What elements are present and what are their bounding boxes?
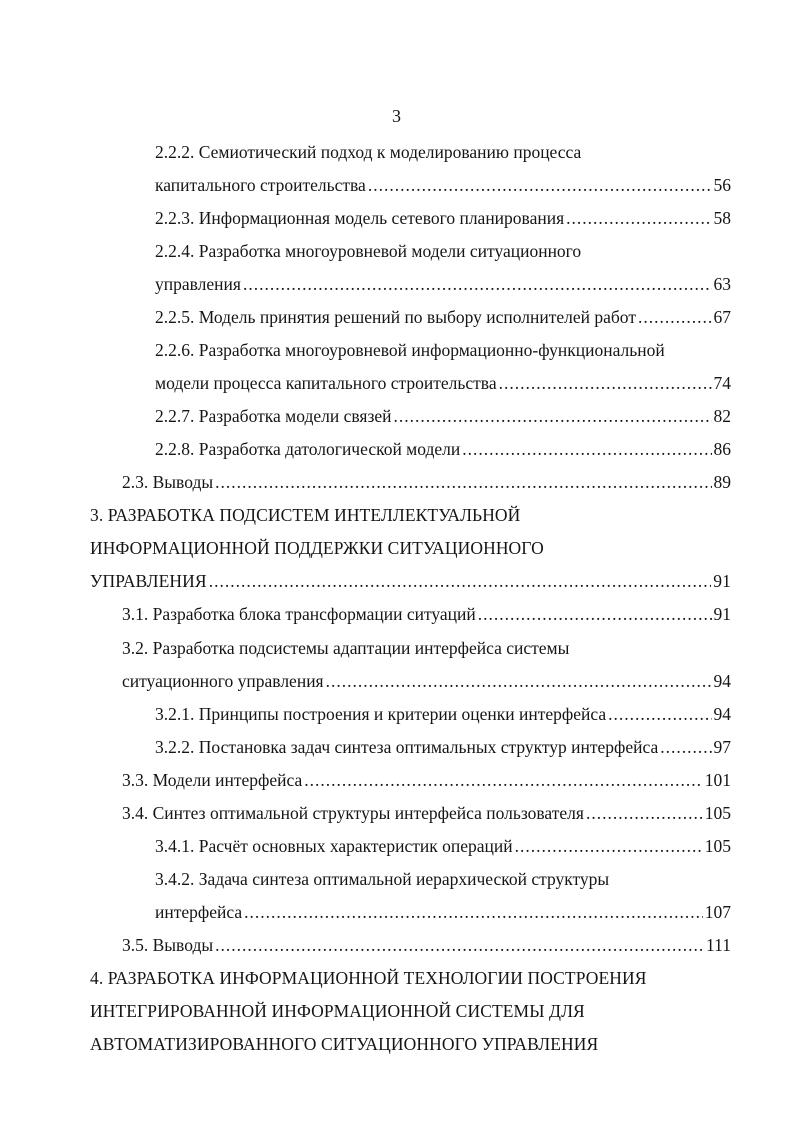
dot-leader bbox=[660, 733, 711, 761]
dot-leader bbox=[462, 435, 711, 463]
toc-entry-3-4 bbox=[122, 799, 731, 827]
toc-entry-title: интерфейса bbox=[155, 902, 243, 922]
dot-leader bbox=[326, 667, 712, 695]
toc-page-number: 91 bbox=[713, 571, 731, 591]
toc-entry-3-4-1 bbox=[155, 832, 731, 860]
toc-entry-3-2-2 bbox=[155, 733, 731, 761]
toc-entry-2-2-3 bbox=[155, 204, 731, 232]
toc-page-number: 107 bbox=[704, 902, 731, 922]
toc-page-number: 101 bbox=[704, 770, 731, 790]
toc-page-number: 105 bbox=[704, 836, 731, 856]
toc-page-number: 86 bbox=[713, 439, 731, 459]
toc-entry-title: 3.5. Выводы bbox=[122, 935, 214, 955]
dot-leader bbox=[638, 303, 712, 331]
toc-entry-title: 3.2.2. Постановка задач синтеза оптимальных структур интерфейса bbox=[155, 737, 659, 757]
toc-entry-title: 2.3. Выводы bbox=[122, 472, 214, 492]
dot-leader bbox=[215, 931, 704, 959]
toc-page-number: 67 bbox=[713, 307, 731, 327]
toc-chapter-3 bbox=[90, 567, 731, 595]
toc-page-number: 82 bbox=[713, 406, 731, 426]
dot-leader bbox=[368, 171, 712, 199]
toc-entry-2-2-2-line1: 2.2.2. Семиотический подход к моделированию процесса bbox=[155, 142, 582, 162]
dot-leader bbox=[566, 204, 711, 232]
toc-entry-title: 2.2.7. Разработка модели связей bbox=[155, 406, 392, 426]
toc-page-number: 111 bbox=[706, 935, 731, 955]
toc-entry-title: 3.4. Синтез оптимальной структуры интерфейса пользователя bbox=[122, 803, 584, 823]
toc-chapter-3-line2: ИНФОРМАЦИОННОЙ ПОДДЕРЖКИ СИТУАЦИОННОГО bbox=[90, 538, 544, 558]
toc-entry-2-2-8 bbox=[155, 435, 731, 463]
toc-entry-title: 3.1. Разработка блока трансформации ситуаций bbox=[122, 604, 476, 624]
toc-entry-title: капитального строительства bbox=[155, 175, 366, 195]
toc-page-number: 56 bbox=[713, 175, 731, 195]
toc-entry-3-5 bbox=[122, 931, 731, 959]
toc-page-number: 91 bbox=[713, 604, 731, 624]
toc-entry-2-2-6-line1: 2.2.6. Разработка многоуровневой информационно-функциональной bbox=[155, 340, 665, 360]
toc-entry-title: модели процесса капитального строительства bbox=[155, 373, 497, 393]
toc-entry-3-4-2-line1: 3.4.2. Задача синтеза оптимальной иерархической структуры bbox=[155, 869, 610, 889]
dot-leader bbox=[304, 766, 702, 794]
toc-entry-3-2-1 bbox=[155, 700, 731, 728]
toc-entry-2-2-2 bbox=[155, 171, 731, 199]
toc-page-number: 94 bbox=[713, 671, 731, 691]
dot-leader bbox=[394, 402, 712, 430]
toc-entry-title: 3.4.1. Расчёт основных характеристик операций bbox=[155, 836, 513, 856]
dot-leader bbox=[499, 369, 712, 397]
dot-leader bbox=[608, 700, 711, 728]
toc-entry-3-3 bbox=[122, 766, 731, 794]
toc-page-number: 89 bbox=[713, 472, 731, 492]
toc-entry-title: УПРАВЛЕНИЯ bbox=[90, 571, 207, 591]
toc-page-number: 97 bbox=[713, 737, 731, 757]
toc-chapter-3-line1: 3. РАЗРАБОТКА ПОДСИСТЕМ ИНТЕЛЛЕКТУАЛЬНОЙ bbox=[90, 505, 521, 525]
toc-entry-2-2-5 bbox=[155, 303, 731, 331]
toc-entry-2-3 bbox=[122, 468, 731, 496]
toc-entry-title: 3.3. Модели интерфейса bbox=[122, 770, 303, 790]
dot-leader bbox=[209, 567, 712, 595]
dot-leader bbox=[478, 600, 712, 628]
toc-entry-title: 2.2.8. Разработка датологической модели bbox=[155, 439, 461, 459]
dot-leader bbox=[215, 468, 711, 496]
toc-entry-2-2-7 bbox=[155, 402, 731, 430]
toc-page-number: 94 bbox=[713, 704, 731, 724]
toc-page-number: 105 bbox=[704, 803, 731, 823]
toc-chapter-4-line1: 4. РАЗРАБОТКА ИНФОРМАЦИОННОЙ ТЕХНОЛОГИИ ПОСТРОЕНИЯ bbox=[90, 968, 647, 988]
toc-page-number: 63 bbox=[713, 274, 731, 294]
toc-entry-2-2-4 bbox=[155, 270, 731, 298]
toc-entry-2-2-6 bbox=[155, 369, 731, 397]
dot-leader bbox=[244, 898, 703, 926]
toc-chapter-4-line3: АВТОМАТИЗИРОВАННОГО СИТУАЦИОННОГО УПРАВЛЕНИЯ bbox=[90, 1034, 599, 1054]
toc-entry-3-1 bbox=[122, 600, 731, 628]
toc-entry-title: 2.2.3. Информационная модель сетевого планирования bbox=[155, 208, 565, 228]
dot-leader bbox=[243, 270, 712, 298]
toc-entry-title: ситуационного управления bbox=[122, 671, 324, 691]
toc-entry-title: управления bbox=[155, 274, 241, 294]
dot-leader bbox=[515, 832, 703, 860]
toc-chapter-4-line2: ИНТЕГРИРОВАННОЙ ИНФОРМАЦИОННОЙ СИСТЕМЫ ДЛЯ bbox=[90, 1001, 585, 1021]
toc-entry-3-4-2 bbox=[155, 898, 731, 926]
dot-leader bbox=[586, 799, 703, 827]
toc-entry-title: 2.2.5. Модель принятия решений по выбору исполнителей работ bbox=[155, 307, 636, 327]
toc-page-number: 58 bbox=[713, 208, 731, 228]
toc-entry-3-2 bbox=[122, 667, 731, 695]
toc-entry-3-2-line1: 3.2. Разработка подсистемы адаптации интерфейса системы bbox=[122, 638, 570, 658]
page-number: 3 bbox=[392, 106, 401, 126]
toc-entry-title: 3.2.1. Принципы построения и критерии оценки интерфейса bbox=[155, 704, 607, 724]
toc-page-number: 74 bbox=[713, 373, 731, 393]
toc-entry-2-2-4-line1: 2.2.4. Разработка многоуровневой модели ситуационного bbox=[155, 241, 582, 261]
